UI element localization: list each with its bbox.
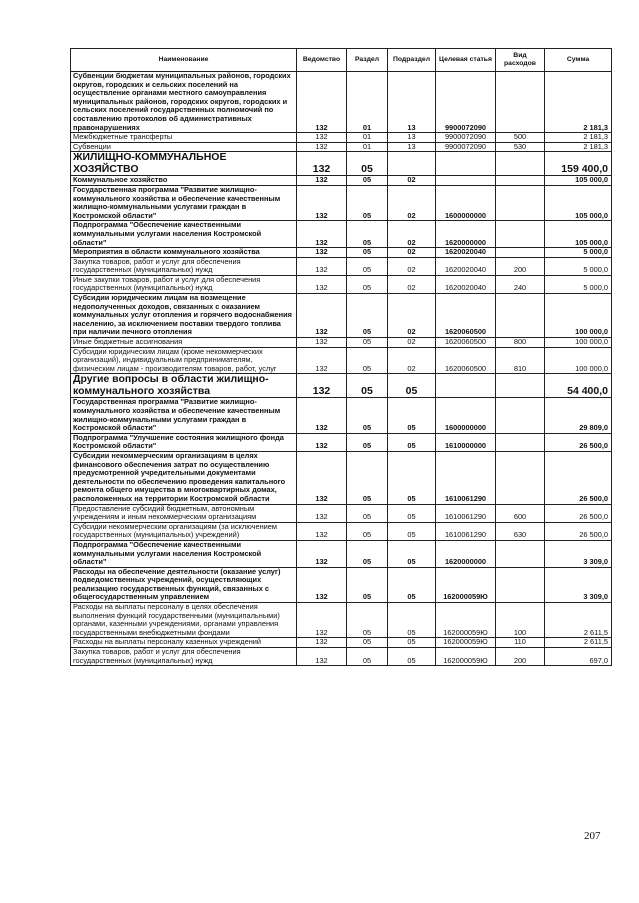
cell-summa: 159 400,0 [545,152,612,176]
cell-summa: 3 309,0 [545,540,612,567]
cell-ved: 132 [297,603,347,638]
table-row [71,540,612,567]
cell-summa: 105 000,0 [545,221,612,248]
cell-vid: 630 [496,522,545,540]
cell-podrazdel: 05 [388,638,436,648]
cell-summa: 26 500,0 [545,504,612,522]
cell-ved: 132 [297,504,347,522]
cell-razdel: 05 [347,648,388,666]
cell-ved: 132 [297,374,347,398]
cell-summa: 100 000,0 [545,294,612,338]
cell-summa: 5 000,0 [545,275,612,293]
cell-podrazdel: 02 [388,176,436,186]
cell-name: Расходы на обеспечение деятельности (оказание услуг) подведомственных учреждений, осуществляющих реализацию государственных функций, связанных с общегосударственным управлением [71,567,297,602]
cell-razdel: 05 [347,504,388,522]
cell-ved: 132 [297,433,347,451]
cell-celevaya: 9900072090 [436,133,496,143]
cell-name: Государственная программа "Развитие жилищно-коммунального хозяйства и обеспечение качественным жилищно-коммунальными услугами граждан в Костромской области" [71,398,297,433]
cell-ved: 132 [297,133,347,143]
cell-name: Субсидии юридическим лицам на возмещение недополученных доходов, связанных с оказанием коммунальных услуг отопления и горячего водоснабжения населению, за исключением поставки твердого топлива при наличии печного отопления [71,294,297,338]
cell-podrazdel: 05 [388,504,436,522]
cell-vid [496,567,545,602]
cell-razdel: 05 [347,398,388,433]
cell-celevaya: 1600000000 [436,185,496,220]
cell-ved: 132 [297,522,347,540]
cell-ved: 132 [297,398,347,433]
cell-celevaya: 9900072090 [436,142,496,152]
cell-ved: 132 [297,221,347,248]
cell-podrazdel: 02 [388,275,436,293]
cell-name: Межбюджетные трансферты [71,133,297,143]
cell-vid: 530 [496,142,545,152]
cell-celevaya [436,374,496,398]
cell-name: Подпрограмма "Улучшение состояния жилищного фонда Костромской области" [71,433,297,451]
cell-podrazdel: 05 [388,522,436,540]
cell-name: Подпрограмма "Обеспечение качественными коммунальными услугами населения Костромской области" [71,221,297,248]
cell-razdel: 05 [347,275,388,293]
cell-podrazdel: 02 [388,248,436,258]
cell-podrazdel: 02 [388,185,436,220]
cell-podrazdel: 05 [388,451,436,504]
cell-summa: 5 000,0 [545,248,612,258]
table-row [71,398,612,433]
cell-podrazdel: 13 [388,72,436,133]
table-row [71,347,612,374]
cell-celevaya: 1620060500 [436,338,496,348]
cell-razdel: 05 [347,257,388,275]
table-row [71,133,612,143]
cell-name: Закупка товаров, работ и услуг для обеспечения государственных (муниципальных) нужд [71,257,297,275]
cell-summa: 697,0 [545,648,612,666]
cell-name: Иные бюджетные ассигнования [71,338,297,348]
cell-ved: 132 [297,72,347,133]
cell-celevaya: 162000059Ю [436,603,496,638]
cell-celevaya [436,176,496,186]
cell-podrazdel: 05 [388,374,436,398]
cell-vid [496,374,545,398]
header-razdel: Раздел [347,49,388,72]
cell-summa: 54 400,0 [545,374,612,398]
cell-vid: 200 [496,257,545,275]
cell-razdel: 01 [347,142,388,152]
cell-name: ЖИЛИЩНО-КОММУНАЛЬНОЕ ХОЗЯЙСТВО [71,152,297,176]
cell-vid [496,540,545,567]
cell-summa: 26 500,0 [545,522,612,540]
cell-razdel: 05 [347,540,388,567]
cell-razdel: 05 [347,248,388,258]
cell-vid [496,294,545,338]
cell-summa: 5 000,0 [545,257,612,275]
cell-vid [496,248,545,258]
cell-name: Подпрограмма "Обеспечение качественными коммунальными услугами населения Костромской области" [71,540,297,567]
cell-summa: 105 000,0 [545,185,612,220]
cell-celevaya: 1620000000 [436,540,496,567]
cell-vid: 800 [496,338,545,348]
cell-celevaya: 1620020040 [436,275,496,293]
cell-summa: 26 500,0 [545,451,612,504]
cell-celevaya: 1620060500 [436,294,496,338]
budget-table-sheet [70,48,611,666]
cell-razdel: 05 [347,522,388,540]
cell-celevaya: 1620020040 [436,248,496,258]
cell-name: Субсидии некоммерческим организациям (за исключением государственных (муниципальных) учреждений) [71,522,297,540]
cell-razdel: 05 [347,433,388,451]
cell-podrazdel: 02 [388,294,436,338]
cell-razdel: 05 [347,338,388,348]
cell-podrazdel: 05 [388,603,436,638]
cell-name: Мероприятия в области коммунального хозяйства [71,248,297,258]
cell-summa: 2 611,5 [545,638,612,648]
cell-ved: 132 [297,451,347,504]
cell-ved: 132 [297,567,347,602]
cell-ved: 132 [297,648,347,666]
cell-ved: 132 [297,638,347,648]
cell-vid: 500 [496,133,545,143]
cell-vid: 100 [496,603,545,638]
cell-celevaya: 162000059Ю [436,648,496,666]
cell-razdel: 05 [347,567,388,602]
cell-ved: 132 [297,185,347,220]
cell-celevaya: 1620000000 [436,221,496,248]
cell-ved: 132 [297,142,347,152]
cell-ved: 132 [297,275,347,293]
cell-vid: 600 [496,504,545,522]
header-name: Наименование [71,49,297,72]
table-row [71,433,612,451]
cell-celevaya: 1610000000 [436,433,496,451]
cell-razdel: 05 [347,603,388,638]
cell-razdel: 05 [347,176,388,186]
cell-summa: 105 000,0 [545,176,612,186]
table-row [71,374,612,398]
cell-ved: 132 [297,257,347,275]
table-row [71,152,612,176]
cell-name: Иные закупки товаров, работ и услуг для обеспечения государственных (муниципальных) нужд [71,275,297,293]
cell-podrazdel: 05 [388,398,436,433]
cell-summa: 26 500,0 [545,433,612,451]
table-row [71,451,612,504]
cell-celevaya: 9900072090 [436,72,496,133]
cell-name: Государственная программа "Развитие жилищно-коммунального хозяйства и обеспечение качественным жилищно-коммунальными услугами граждан в Костромской области" [71,185,297,220]
cell-podrazdel [388,152,436,176]
cell-vid: 810 [496,347,545,374]
cell-name: Субсидии некоммерческим организациям в целях финансового обеспечения затрат по осуществлению предусмотренной учредительными документами деятельности по обеспечению проведения капитального ремонта общего имущества в многоквартирных домах, расположенных на территории Костромской области [71,451,297,504]
cell-vid [496,433,545,451]
cell-celevaya: 162000059Ю [436,638,496,648]
cell-ved: 132 [297,347,347,374]
cell-razdel: 05 [347,451,388,504]
cell-summa: 2 611,5 [545,603,612,638]
page-number: 207 [584,830,601,842]
cell-summa: 3 309,0 [545,567,612,602]
cell-vid [496,72,545,133]
cell-name: Расходы на выплаты персоналу в целях обеспечения выполнения функций государственными (муниципальными) органами, казенными учреждениями, органами управления государственными внебюджетными фондами [71,603,297,638]
table-row [71,176,612,186]
cell-celevaya: 1610061290 [436,451,496,504]
cell-razdel: 05 [347,185,388,220]
table-row [71,185,612,220]
cell-razdel: 05 [347,638,388,648]
table-row [71,567,612,602]
cell-vid: 240 [496,275,545,293]
cell-razdel: 01 [347,72,388,133]
table-row [71,221,612,248]
cell-podrazdel: 02 [388,338,436,348]
table-row [71,648,612,666]
cell-razdel: 01 [347,133,388,143]
cell-celevaya: 1610061290 [436,504,496,522]
cell-podrazdel: 05 [388,648,436,666]
cell-summa: 2 181,3 [545,142,612,152]
header-ved: Ведомство [297,49,347,72]
cell-name: Расходы на выплаты персоналу казенных учреждений [71,638,297,648]
table-row [71,72,612,133]
budget-table [70,48,612,666]
cell-podrazdel: 05 [388,567,436,602]
table-row [71,504,612,522]
cell-summa: 100 000,0 [545,338,612,348]
table-body [71,72,612,666]
cell-name: Субсидии юридическим лицам (кроме некоммерческих организаций), индивидуальным предпринимателям, физическим лицам - производителям товаров, работ, услуг [71,347,297,374]
cell-celevaya: 1620020040 [436,257,496,275]
cell-razdel: 05 [347,294,388,338]
header-celevaya: Целевая статья [436,49,496,72]
cell-ved: 132 [297,294,347,338]
cell-vid [496,398,545,433]
cell-name: Субвенции [71,142,297,152]
cell-podrazdel: 13 [388,133,436,143]
cell-name: Субвенции бюджетам муниципальных районов, городских округов, городских и сельских поселений на осуществление органами местного самоуправления муниципальных районов, городских округов, городских и сельских поселений государственных полномочий по составлению протоколов об административных правонарушениях [71,72,297,133]
cell-ved: 132 [297,152,347,176]
cell-vid [496,185,545,220]
cell-celevaya: 1600000000 [436,398,496,433]
table-row [71,603,612,638]
cell-vid [496,221,545,248]
cell-summa: 2 181,3 [545,133,612,143]
cell-summa: 2 181,3 [545,72,612,133]
cell-celevaya: 1620060500 [436,347,496,374]
cell-ved: 132 [297,540,347,567]
cell-razdel: 05 [347,221,388,248]
header-summa: Сумма [545,49,612,72]
cell-razdel: 05 [347,347,388,374]
cell-vid: 110 [496,638,545,648]
header-vid: Вид расходов [496,49,545,72]
cell-celevaya: 1610061290 [436,522,496,540]
table-row [71,275,612,293]
table-row [71,522,612,540]
table-row [71,294,612,338]
cell-vid [496,152,545,176]
cell-name: Коммунальное хозяйство [71,176,297,186]
cell-podrazdel: 05 [388,540,436,567]
cell-name: Закупка товаров, работ и услуг для обеспечения государственных (муниципальных) нужд [71,648,297,666]
cell-podrazdel: 02 [388,257,436,275]
table-header-row [71,49,612,72]
table-row [71,338,612,348]
cell-vid [496,176,545,186]
cell-razdel: 05 [347,374,388,398]
cell-podrazdel: 02 [388,347,436,374]
cell-celevaya: 162000059Ю [436,567,496,602]
cell-vid [496,451,545,504]
cell-razdel: 05 [347,152,388,176]
cell-summa: 100 000,0 [545,347,612,374]
cell-ved: 132 [297,176,347,186]
header-podrazdel: Подраздел [388,49,436,72]
cell-podrazdel: 02 [388,221,436,248]
cell-name: Предоставление субсидий бюджетным, автономным учреждениям и иным некоммерческим организациям [71,504,297,522]
table-row [71,257,612,275]
cell-ved: 132 [297,248,347,258]
cell-summa: 29 809,0 [545,398,612,433]
cell-podrazdel: 05 [388,433,436,451]
table-row [71,248,612,258]
cell-celevaya [436,152,496,176]
cell-name: Другие вопросы в области жилищно-коммунального хозяйства [71,374,297,398]
cell-podrazdel: 13 [388,142,436,152]
cell-vid: 200 [496,648,545,666]
cell-ved: 132 [297,338,347,348]
